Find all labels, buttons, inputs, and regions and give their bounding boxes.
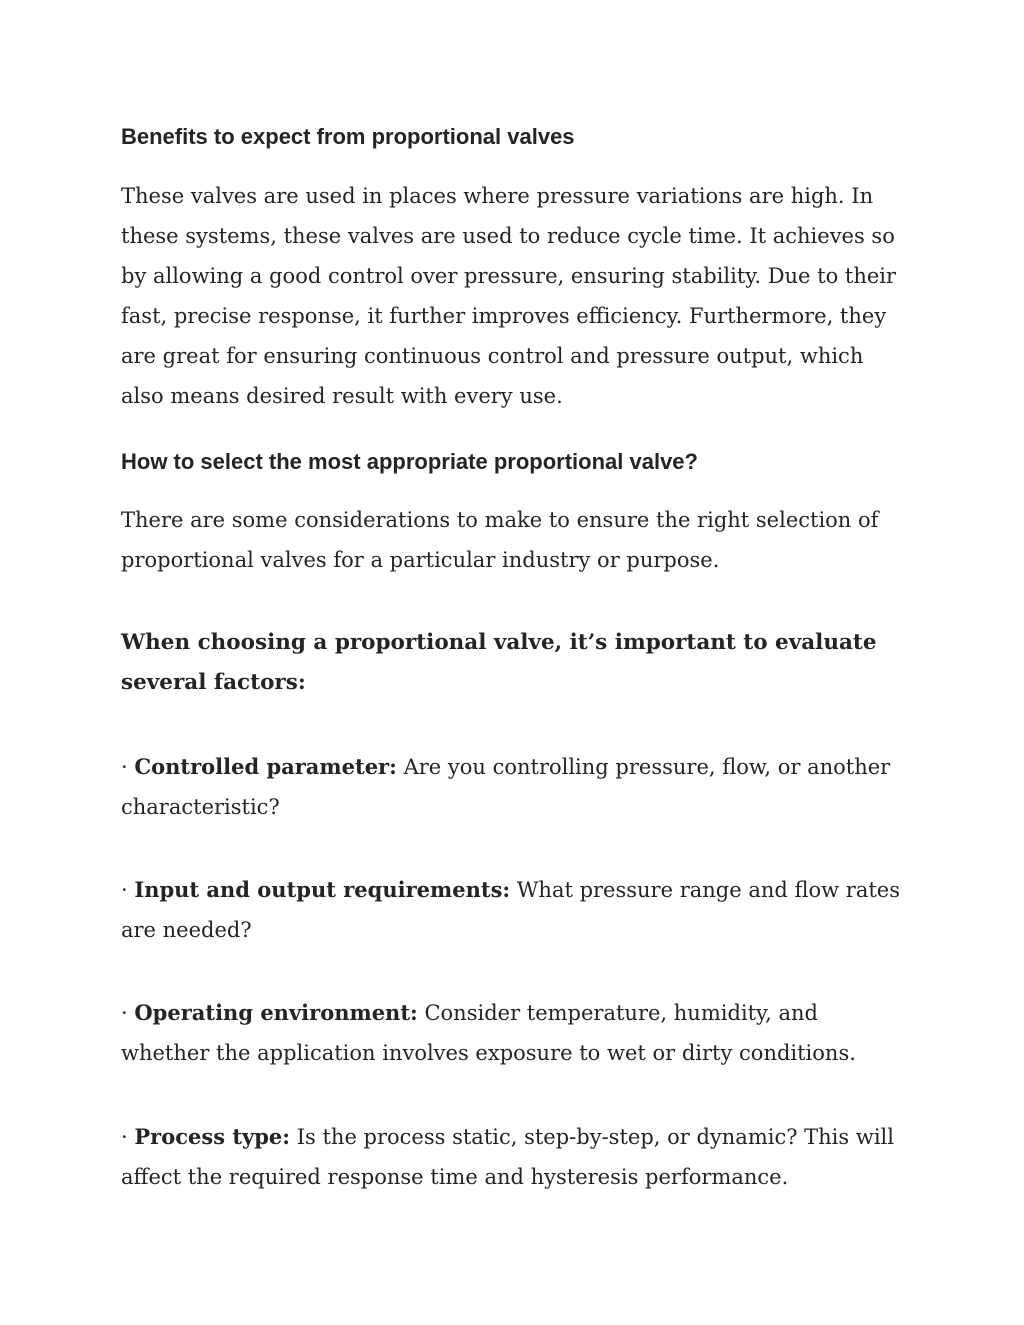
factor-text: What pressure range and flow rates are needed? (121, 878, 900, 942)
bullet-marker: · (121, 1001, 128, 1025)
factor-term: Input and output requirements: (134, 877, 511, 902)
section-heading-benefits: Benefits to expect from proportional valves (121, 124, 575, 149)
factor-text: Consider temperature, humidity, and whether the application involves exposure to wet or dirty conditions. (121, 1001, 856, 1065)
factor-text: Are you controlling pressure, flow, or another characteristic? (121, 755, 891, 819)
bullet-marker: · (121, 755, 128, 779)
factor-term: Process type: (134, 1124, 291, 1149)
selection-paragraph: There are some considerations to make to ensure the right selection of proportional valves for a particular industry or purpose. (121, 508, 879, 572)
factor-text: Is the process static, step-by-step, or dynamic? This will affect the required response time and hysteresis performance. (121, 1125, 894, 1189)
factor-item-process-type (121, 1117, 911, 1197)
bullet-marker: · (121, 1125, 128, 1149)
factors-heading: When choosing a proportional valve, it’s important to evaluate several factors: (121, 630, 877, 695)
factor-item-operating-environment (121, 993, 911, 1073)
factor-term: Operating environment: (134, 1000, 418, 1025)
factor-item-input-output (121, 870, 911, 950)
benefits-paragraph: These valves are used in places where pressure variations are high. In these systems, these valves are used to reduce cycle time. It achieves so by allowing a good control over pressure, ensuring stability. Due to their fast, precise response, it further improves efficiency. Furthermore, they are great for ensuring continuous control and pressure output, which also means desired result with every use. (121, 184, 897, 408)
section-heading-selection: How to select the most appropriate proportional valve? (121, 449, 698, 474)
bullet-marker: · (121, 878, 128, 902)
factor-term: Controlled parameter: (134, 754, 397, 779)
factor-item-controlled-parameter (121, 747, 911, 827)
